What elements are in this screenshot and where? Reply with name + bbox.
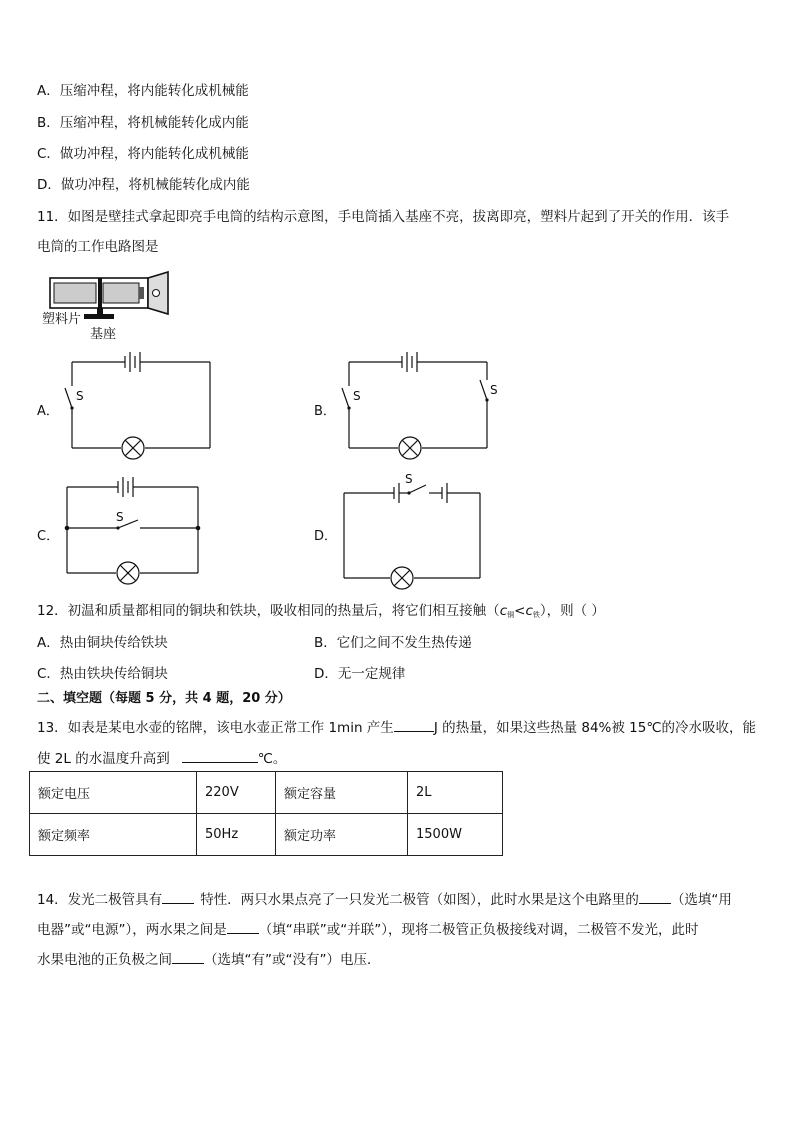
circuit-c [58,475,208,585]
q13-line2-after: ℃。 [257,751,287,767]
circuit-a [60,350,220,460]
q14-line1-c: （选填“用 [670,892,732,908]
q11-option-b-label: B． [314,404,336,419]
table-cell: 额定电压 [30,772,197,814]
q14-line3 [37,949,380,970]
q12-option-c: C．热由铁块传给铜块 [37,666,168,682]
q10-option-d: D．做功冲程，将机械能转化成内能 [37,177,250,193]
q11-option-a-label: A． [37,404,59,419]
circuit-b-switch-1-label: S [353,389,361,403]
table-row [30,814,503,856]
circuit-b-switch-2-label: S [490,383,498,397]
q14-blank-2[interactable] [639,889,671,904]
q11-option-c-label: C． [37,529,60,544]
q12-c-copper: c [499,603,508,619]
q11-option-d-label: D． [314,529,338,544]
circuit-d-switch-label: S [405,472,413,486]
q14-line1-a: 14．发光二极管具有 [37,892,163,908]
q12-copper-sub: 铜 [507,611,515,619]
q12-option-d: D．无一定规律 [314,666,406,682]
table-cell: 1500W [408,814,503,856]
circuit-c-switch-label: S [116,510,124,524]
plastic-piece-label: 塑料片 [42,312,82,327]
q13-blank-2[interactable] [182,748,258,763]
q12-option-a: A．热由铜块传给铁块 [37,635,168,651]
table-row [30,772,503,814]
q12-stem [37,601,605,625]
q12-less-than: < [514,603,526,619]
q11-stem-line2: 电筒的工作电路图是 [37,239,159,255]
table-cell: 额定功率 [276,814,408,856]
kettle-nameplate-table [29,771,503,856]
q14-line2-b: （填“串联”或“并联”），现将二极管正负极接线对调，二极管不发光，此时 [258,922,699,938]
q13-line1 [37,717,756,738]
q14-blank-4[interactable] [172,949,204,964]
table-cell: 2L [408,772,503,814]
table-cell: 额定容量 [276,772,408,814]
q10-option-b: B．压缩冲程，将机械能转化成内能 [37,115,249,131]
base-label: 基座 [90,327,117,342]
q12-c-iron: c [525,603,533,619]
q14-line2 [37,919,698,940]
q13-line2-before: 使 2L 的水温度升高到 [37,751,170,767]
circuit-b [337,350,497,460]
circuit-d [334,478,489,593]
table-cell: 额定频率 [30,814,197,856]
table-cell: 50Hz [197,814,276,856]
q12-option-b: B．它们之间不发生热传递 [314,635,472,651]
q12-stem-after: ），则（ ） [539,603,605,619]
q13-blank-1[interactable] [394,717,434,732]
q10-option-a: A．压缩冲程，将内能转化成机械能 [37,83,249,99]
q14-line3-b: （选填“有”或“没有”）电压． [204,952,381,968]
q14-line2-a: 电器”或“电源”），两水果之间是 [37,922,227,938]
q14-line3-a: 水果电池的正负极之间 [37,952,172,968]
q14-line1-b: 特性．两只水果点亮了一只发光二极管（如图），此时水果是这个电路里的 [200,892,639,908]
q12-iron-sub: 铁 [532,611,540,619]
q13-line1-after: J 的热量，如果这些热量 84%被 15℃的冷水吸收，能 [433,720,757,736]
table-cell: 220V [197,772,276,814]
q13-line2 [37,748,286,769]
q14-line1 [37,889,732,910]
q14-blank-3[interactable] [227,919,259,934]
q11-stem-line1: 11．如图是壁挂式拿起即亮手电筒的结构示意图，手电筒插入基座不亮，拔离即亮，塑料片起到了开关的作用．该手 [37,209,730,225]
circuit-a-switch-label: S [76,389,84,403]
q10-option-c: C．做功冲程，将内能转化成机械能 [37,146,249,162]
section-fill-in-title: 二、填空题（每题 5 分，共 4 题，20 分） [37,691,291,706]
q14-blank-1[interactable] [162,889,194,904]
q13-line1-before: 13．如表是某电水壶的铭牌，该电水壶正常工作 1min 产生 [37,720,394,736]
q12-stem-before: 12．初温和质量都相同的铜块和铁块，吸收相同的热量后，将它们相互接触（ [37,603,500,619]
